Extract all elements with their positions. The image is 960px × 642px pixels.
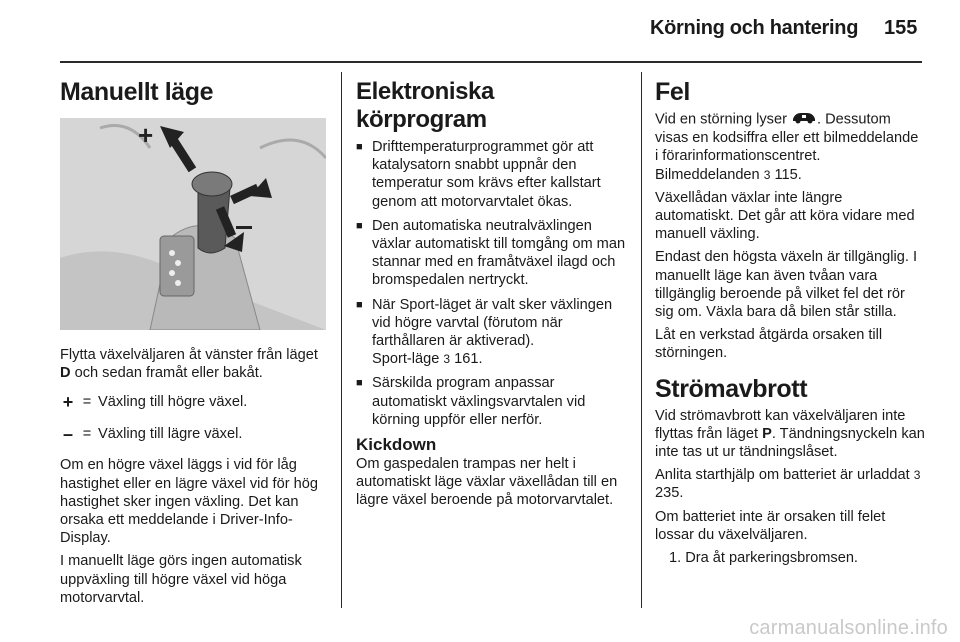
paragraph-release-selector: Om batteriet inte är orsaken till felet lossar du växelväljaren. (655, 508, 886, 543)
program-bullet-list (356, 138, 626, 429)
page-reference-link[interactable]: 115. (774, 166, 802, 183)
paragraph-workshop: Låt en verkstad åtgärda orsaken till störningen. (655, 327, 883, 362)
page-ref-arrow-icon: 3 (443, 352, 451, 367)
paragraph-manual-shift: Växellådan växlar inte längre automatiskt. Det går att köra vidare med manuell växling. (655, 189, 915, 243)
paragraph-jump-start: Anlita starthjälp om batteriet är urladdat 3 235. (655, 467, 921, 502)
page-ref-arrow-icon: 3 (913, 468, 921, 483)
section-heading-fault: Fel (655, 78, 690, 106)
section-heading-power-failure: Strömavbrott (655, 374, 808, 403)
minus-icon: – (62, 424, 73, 445)
section-heading-electronic-programs: Elektroniska körprogram (356, 78, 494, 133)
page-header (0, 0, 960, 62)
page-reference-link[interactable]: 235. (655, 485, 684, 502)
paragraph-no-upshift: I manuellt läge görs ingen automatisk uppväxling till högre växel vid höga motorvarvtal. (60, 553, 302, 606)
plus-legend-row: + = Växling till högre växel. (60, 392, 326, 412)
svg-text:+: + (138, 120, 154, 150)
plus-icon: + (62, 392, 74, 413)
page-ref-arrow-icon: 3 (763, 167, 771, 182)
paragraph-gear-message: Om en högre växel läggs i vid för låg hastighet eller en lägre växel vid för hög hastighet sker ingen växling. Det kan orsaka ett meddelande i Driver-Info-Display. (60, 457, 318, 547)
minus-legend-row: – = Växling till lägre växel. (60, 424, 326, 444)
plus-legend-text: Växling till högre växel. (98, 394, 248, 411)
list-item: ■ Den automatiska neutralväxlingen växlar automatiskt till tomgång om man stannar med en framåtväxel ilagd och bromspedalen nertryckt. (356, 217, 626, 290)
paragraph-fault-indicator: Vid en störning lyser . Dessutom visas en kodsiffra eller ett bilmeddelande i förarinformationscentret. Bilmeddelanden 3 115. (655, 111, 919, 183)
list-item: ■ Särskilda program anpassar automatiskt växlingsvarvtalen vid körning uppför eller nerför. (356, 374, 626, 429)
transmission-fault-icon (791, 110, 817, 129)
steps-list (669, 549, 925, 567)
header-divider (60, 61, 922, 63)
gear-selector-drawing (60, 118, 326, 330)
list-item: ■ När Sport-läget är valt sker växlingen vid högre varvtal (förutom när farthållaren är aktiverad). Sport-läge 3 161. (356, 296, 626, 369)
figure-caption: Flytta växelväljaren åt vänster från läget D och sedan framåt eller bakåt. (60, 347, 318, 382)
list-item: ■ Drifttemperaturprogrammet gör att katalysatorn snabbt uppnår den temperatur som krävs efter kallstart genom att motorvarvtalet ökas. (356, 138, 626, 211)
page-number: 155 (884, 17, 918, 39)
column-fault (655, 72, 925, 567)
paragraph-kickdown: Om gaspedalen trampas ner helt i automatiskt läge växlar växellådan till en lägre växel beroende på motorvarvtalet. (356, 456, 618, 509)
gear-selector-illustration (60, 118, 326, 330)
column-manual-mode (60, 72, 326, 612)
paragraph-highest-gear: Endast den högsta växeln är tillgänglig. I manuellt läge kan även tvåan vara tillgänglig beroende på vilket fel det rör sig om. Växla bara då bilen står stilla. (655, 249, 918, 321)
section-heading-manual-mode: Manuellt läge (60, 78, 214, 106)
column-divider-2 (641, 72, 642, 608)
column-divider-1 (341, 72, 342, 608)
column-electronic-programs (356, 72, 626, 515)
subheading-kickdown: Kickdown (356, 435, 437, 455)
chapter-title: Körning och hantering (650, 17, 859, 39)
watermark: carmanualsonline.info (749, 617, 948, 639)
page-reference-link[interactable]: 161. (454, 351, 483, 368)
minus-legend-text: Växling till lägre växel. (98, 426, 243, 443)
list-item: 1. Dra åt parkeringsbromsen. (669, 550, 858, 567)
paragraph-power-failure: Vid strömavbrott kan växelväljaren inte flyttas från läget P. Tändningsnyckeln kan inte tas ut ur tändningslåset. (655, 407, 925, 461)
